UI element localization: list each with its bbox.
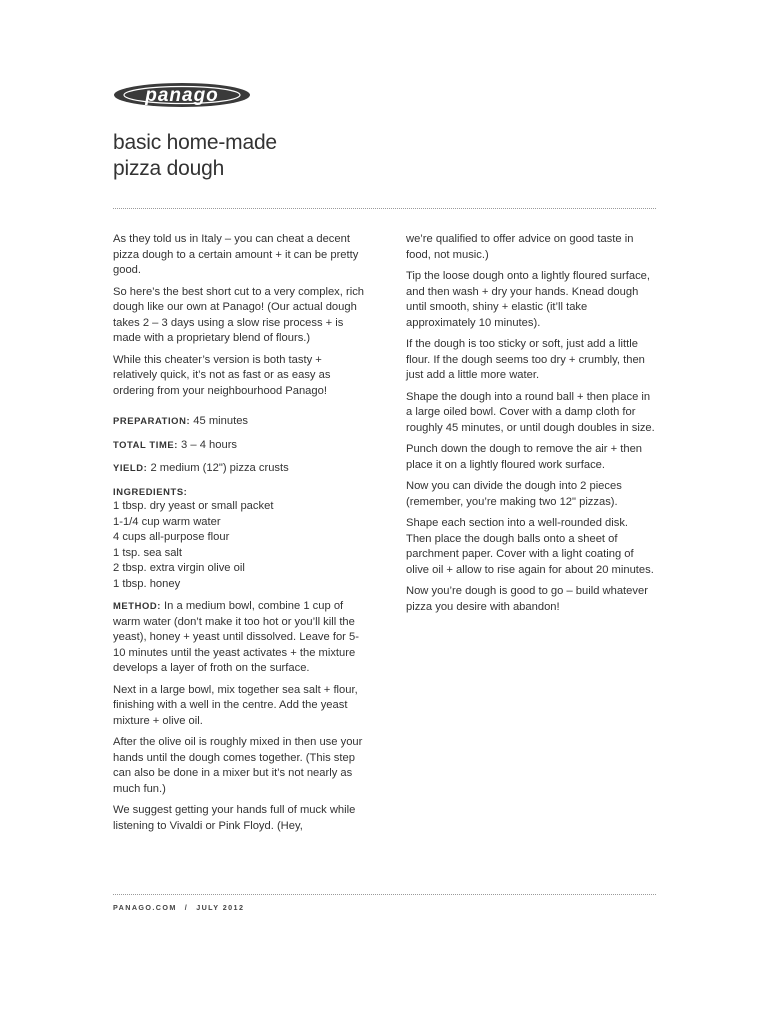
intro-paragraph: As they told us in Italy – you can cheat a decent pizza dough to a certain amount + it can be pretty good. <box>113 233 359 276</box>
yield-line <box>113 460 365 477</box>
total-time-value: 3 – 4 hours <box>177 438 238 451</box>
panago-logo <box>113 80 251 110</box>
total-time-line <box>113 437 365 454</box>
intro-paragraph: While this cheater’s version is both tasty + relatively quick, it’s not as fast or as easy as ordering from your neighbourhood Panago! <box>113 353 331 397</box>
page-title <box>113 130 277 182</box>
ingredient-item: 2 tbsp. extra virgin olive oil <box>113 562 245 574</box>
footer-separator: / <box>184 903 189 912</box>
total-time-label: TOTAL TIME: <box>113 438 178 450</box>
ingredients-list <box>113 499 365 592</box>
method-text: In a medium bowl, combine 1 cup of warm water (don’t make it too hot or you’ll kill the yeast), honey + yeast until dissolved. Leave for 5-10 minutes until the yeast activates + the mixture develops a layer of froth on the surface. <box>113 600 359 674</box>
bottom-divider <box>113 894 656 895</box>
step-paragraph: We suggest getting your hands full of muck while listening to Vivaldi or Pink Floyd. (Hey, <box>113 804 356 832</box>
right-column <box>406 232 656 621</box>
ingredients-section <box>113 484 365 593</box>
step-paragraph: Next in a large bowl, mix together sea salt + flour, finishing with a well in the centre. Add the yeast mixture + olive oil. <box>113 683 358 727</box>
step-paragraph: Shape each section into a well-rounded disk. Then place the dough balls onto a sheet of parchment paper. Cover with a light coating of olive oil + allow to rise again for about 20 minutes. <box>406 517 654 576</box>
step-paragraph: After the olive oil is roughly mixed in then use your hands until the dough comes together. (This step can also be done in a mixer but it’s not nearly as much fun.) <box>113 736 363 795</box>
ingredient-item: 1-1/4 cup warm water <box>113 515 221 528</box>
title-line-2: pizza dough <box>113 157 225 180</box>
top-divider <box>113 208 656 209</box>
ingredient-item: 1 tbsp. dry yeast or small packet <box>113 500 274 512</box>
method-paragraph <box>113 598 365 677</box>
step-paragraph: Shape the dough into a round ball + then place in a large oiled bowl. Cover with a damp cloth for roughly 45 minutes, or until dough doubles in size. <box>406 390 655 434</box>
step-paragraph: Tip the loose dough onto a lightly floured surface, and then wash + dry your hands. Knead dough until smooth, shiny + elastic (it’ll take approximately 10 minutes). <box>406 270 650 329</box>
preparation-label: PREPARATION: <box>113 415 191 426</box>
intro-paragraph: So here’s the best short cut to a very complex, rich dough like our own at Panago! (Our actual dough takes 2 – 3 days using a slow rise process + is made with a proprietary blend of flours.) <box>113 285 365 344</box>
ingredient-item: 1 tbsp. honey <box>113 577 181 590</box>
left-column <box>113 232 365 840</box>
preparation-value: 45 minutes <box>190 415 249 427</box>
step-paragraph: Punch down the dough to remove the air + then place it on a lightly floured work surface. <box>406 443 643 471</box>
preparation-line <box>113 413 365 430</box>
step-paragraph: If the dough is too sticky or soft, just add a little flour. If the dough seems too dry + crumbly, then just add a little more water. <box>406 338 645 381</box>
yield-value: 2 medium (12") pizza crusts <box>147 462 289 474</box>
footer <box>113 903 244 912</box>
ingredients-label: INGREDIENTS: <box>113 485 188 497</box>
ingredient-item: 1 tsp. sea salt <box>113 546 183 559</box>
step-paragraph: Now you’re dough is good to go – build whatever pizza you desire with abandon! <box>406 585 648 613</box>
step-paragraph: we’re qualified to offer advice on good taste in food, not music.) <box>406 233 634 261</box>
step-paragraph: Now you can divide the dough into 2 pieces (remember, you’re making two 12" pizzas). <box>406 480 622 508</box>
yield-label: YIELD: <box>113 462 148 473</box>
footer-date: JULY 2012 <box>196 903 245 912</box>
method-label: METHOD: <box>113 600 161 611</box>
footer-site: PANAGO.COM <box>113 903 177 912</box>
ingredient-item: 4 cups all-purpose flour <box>113 531 230 543</box>
title-line-1: basic home-made <box>113 131 277 154</box>
logo-wordmark: panago <box>145 85 219 106</box>
